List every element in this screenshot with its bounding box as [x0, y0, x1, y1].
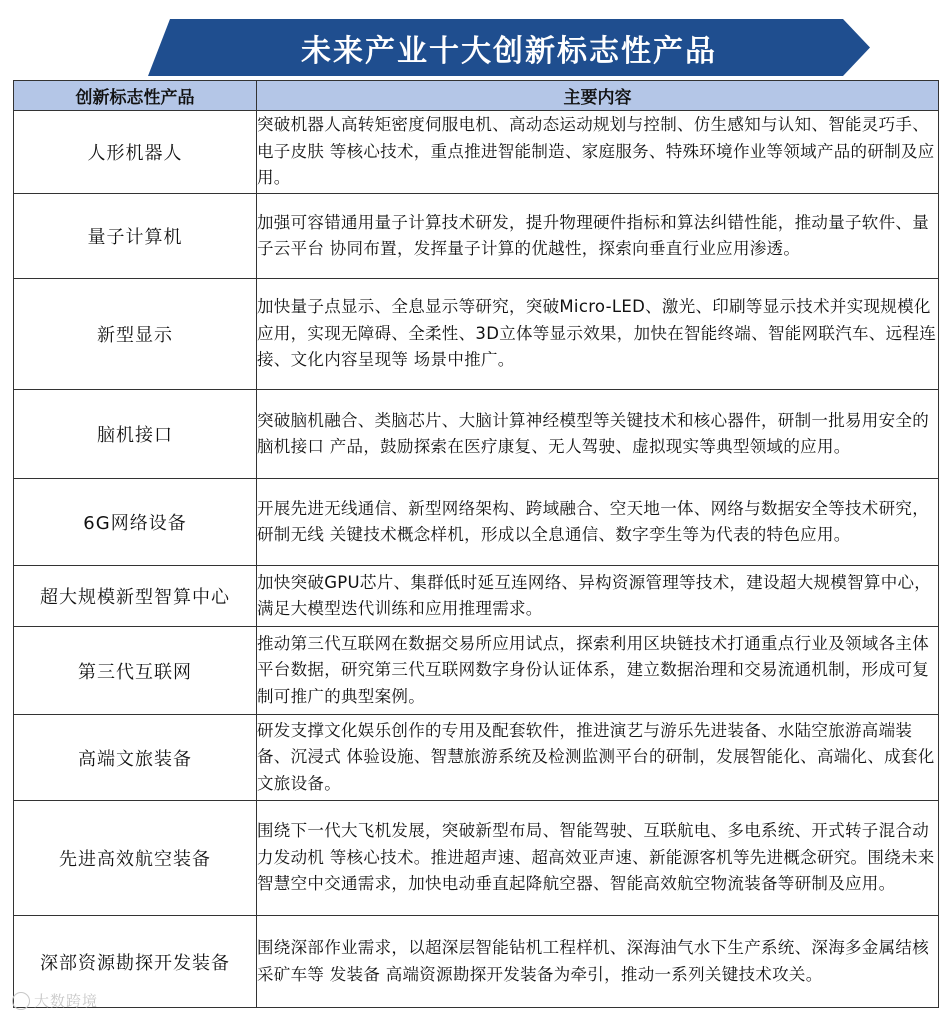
product-name: 深部资源勘探开发装备: [14, 916, 257, 1008]
product-name: 量子计算机: [14, 194, 257, 279]
product-name: 人形机器人: [14, 111, 257, 194]
table-row: [14, 801, 939, 916]
table-row: [14, 111, 939, 194]
product-name: 第三代互联网: [14, 627, 257, 715]
table-row: [14, 479, 939, 566]
table-header-row: [14, 81, 939, 111]
watermark: [12, 990, 98, 1011]
header-product: 创新标志性产品: [14, 81, 257, 111]
product-content: 推动第三代互联网在数据交易所应用试点，探索利用区块链技术打通重点行业及领域各主体平台数据，研究第三代互联网数字身份认证体系，建立数据治理和交易流通机制，形成可复制可推广的典型案例。: [257, 627, 939, 715]
product-content: 突破机器人高转矩密度伺服电机、高动态运动规划与控制、仿生感知与认知、智能灵巧手、电子皮肤 等核心技术，重点推进智能制造、家庭服务、特殊环境作业等领域产品的研制及应用。: [257, 111, 939, 194]
product-content: 加快突破GPU芯片、集群低时延互连网络、异构资源管理等技术，建设超大规模智算中心，满足大模型迭代训练和应用推理需求。: [257, 566, 939, 627]
table-row: [14, 627, 939, 715]
product-name: 脑机接口: [14, 390, 257, 479]
products-table: [13, 80, 939, 1008]
watermark-logo-icon: [12, 992, 30, 1010]
product-name: 超大规模新型智算中心: [14, 566, 257, 627]
product-content: 围绕深部作业需求，以超深层智能钻机工程样机、深海油气水下生产系统、深海多金属结核采矿车等 发装备 高端资源勘探开发装备为牵引，推动一系列关键技术攻关。: [257, 916, 939, 1008]
table-row: [14, 715, 939, 801]
product-content: 加强可容错通用量子计算技术研发，提升物理硬件指标和算法纠错性能，推动量子软件、量子云平台 协同布置，发挥量子计算的优越性，探索向垂直行业应用渗透。: [257, 194, 939, 279]
product-content: 突破脑机融合、类脑芯片、大脑计算神经模型等关键技术和核心器件，研制一批易用安全的脑机接口 产品，鼓励探索在医疗康复、无人驾驶、虚拟现实等典型领域的应用。: [257, 390, 939, 479]
product-name: 高端文旅装备: [14, 715, 257, 801]
page-title: 未来产业十大创新标志性产品: [301, 33, 717, 69]
watermark-text: 大数跨境: [34, 992, 99, 1010]
title-banner: [148, 19, 870, 76]
table-row: [14, 279, 939, 390]
table-row: [14, 916, 939, 1008]
product-content: 围绕下一代大飞机发展，突破新型布局、智能驾驶、互联航电、多电系统、开式转子混合动力发动机 等核心技术。推进超声速、超高效亚声速、新能源客机等先进概念研究。围绕未来智慧空中交通需求，加快电动垂直起降航空器、智能高效航空物流装备等研制及应用。: [257, 801, 939, 916]
product-name: 新型显示: [14, 279, 257, 390]
product-name: 先进高效航空装备: [14, 801, 257, 916]
product-content: 加快量子点显示、全息显示等研究，突破Micro-LED、激光、印刷等显示技术并实现规模化应用，实现无障碍、全柔性、3D立体等显示效果，加快在智能终端、智能网联汽车、远程连接、文化内容呈现等 场景中推广。: [257, 279, 939, 390]
header-content: 主要内容: [257, 81, 939, 111]
table-row: [14, 194, 939, 279]
table-row: [14, 390, 939, 479]
product-content: 开展先进无线通信、新型网络架构、跨域融合、空天地一体、网络与数据安全等技术研究，研制无线 关键技术概念样机，形成以全息通信、数字孪生等为代表的特色应用。: [257, 479, 939, 566]
table-row: [14, 566, 939, 627]
product-content: 研发支撑文化娱乐创作的专用及配套软件，推进演艺与游乐先进装备、水陆空旅游高端装备、沉浸式 体验设施、智慧旅游系统及检测监测平台的研制，发展智能化、高端化、成套化文旅设备。: [257, 715, 939, 801]
product-name: 6G网络设备: [14, 479, 257, 566]
